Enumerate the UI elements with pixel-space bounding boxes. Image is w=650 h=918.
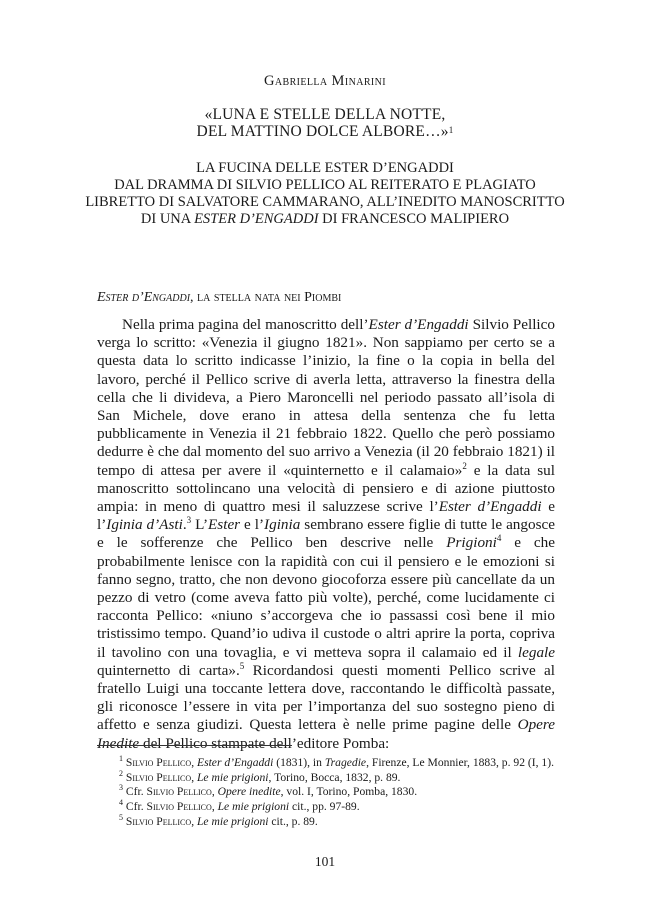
title-line-1: «LUNA E STELLE DELLA NOTTE, xyxy=(204,106,446,123)
footnote-number: 1 xyxy=(119,754,123,764)
footnote-ref-4[interactable]: 4 xyxy=(496,533,502,544)
body-italic-run: Ester d’Engaddi xyxy=(368,316,469,333)
body-italic-run: Opere Inedite xyxy=(97,716,555,752)
footnote-ref-1[interactable]: 1 xyxy=(448,125,454,135)
footnote-text: , Torino, Bocca, 1832, p. 89. xyxy=(268,770,401,784)
footnote-title: Le mie prigioni xyxy=(196,814,269,828)
footnote-text: , xyxy=(211,800,218,814)
subtitle-line-4-pre: DI UNA xyxy=(140,211,195,227)
footnote-author: Silvio Pellico xyxy=(125,756,192,769)
footnote-title: Le mie prigioni xyxy=(196,770,269,784)
footnote-text: , xyxy=(191,814,197,828)
footnote-number: 3 xyxy=(119,783,123,793)
footnotes xyxy=(97,756,555,830)
footnote-text: (1831), in xyxy=(273,756,325,769)
body-italic-run: Iginia d’Asti xyxy=(106,516,183,534)
body-text-run: del Pellico stampate dell’editore Pomba: xyxy=(139,734,390,752)
subtitle-line-2: DAL DRAMMA DI SILVIO PELLICO AL REITERATO E PLAGIATO xyxy=(114,177,536,193)
footnote-text: , vol. I, Torino, Pomba, 1830. xyxy=(280,785,418,799)
footnote-text: , xyxy=(211,785,218,799)
body-paragraph xyxy=(97,316,555,753)
footnote-ref-5[interactable]: 5 xyxy=(239,660,245,671)
body-italic-run: Ester xyxy=(208,516,241,534)
body-text-run: e l’ xyxy=(240,516,265,534)
title-line-2-text: DEL MATTINO DOLCE ALBORE…» xyxy=(196,123,449,140)
footnote-ref-2[interactable]: 2 xyxy=(462,460,467,471)
body-italic-run: Ester d’Engaddi xyxy=(438,498,542,516)
footnote-5 xyxy=(97,812,555,830)
body-text-run: e che probabilmente lenisce con la rapidità con cui il pensiero e le emozioni si fanno segno, tratto, che non devono giocoforza essere più cancellate da un pezzo di vetro (come aveva fatto più volte), perché, come lucidamente ci racconta Pellico: «niuno s’accorgeva che io passassi così bene il mio tristissimo tempo. Quand’io udiva il custode o altri aprire la porta, copriva il tavolino con una tovaglia, e vi metteva sopra il calamaio ed il xyxy=(97,534,555,661)
footnote-text: cit., pp. 97-89. xyxy=(289,800,360,814)
subtitle-line-1: LA FUCINA DELLE ESTER D’ENGADDI xyxy=(196,160,454,176)
section-heading xyxy=(97,290,341,306)
footnote-text: Cfr. xyxy=(125,800,147,814)
subtitle-line-4-post: DI FRANCESCO MALIPIERO xyxy=(318,211,510,227)
body-text-run: . xyxy=(182,516,187,534)
article-title xyxy=(0,106,650,140)
footnote-text: Cfr. xyxy=(125,785,147,799)
body-text-run: e l’ xyxy=(97,498,555,534)
footnote-title: Le mie prigioni xyxy=(217,800,290,814)
footnote-author: Silvio Pellico xyxy=(125,814,192,828)
body-italic-run: legale xyxy=(517,643,555,661)
footnote-separator xyxy=(97,745,292,746)
footnote-author: Silvio Pellico xyxy=(146,800,212,814)
body-text-run: Ricordandosi questi momenti Pellico scrive al fratello Luigi una toccante lettera dove, raccontando le difficoltà passate, gli riconosce l’essere in vita per l’importanza del suo sostegno pieno di affetto e senza giudizi. Questa lettera è nelle prime pagine delle xyxy=(97,661,555,734)
article-subtitle xyxy=(0,160,650,228)
page-number: 101 xyxy=(314,854,336,869)
footnote-text: , xyxy=(191,756,197,769)
footnote-4 xyxy=(97,800,555,815)
footnote-title: Opere inedite xyxy=(217,785,281,799)
footnote-3 xyxy=(97,785,555,800)
body-italic-run: Iginia xyxy=(264,516,301,534)
title-line-2 xyxy=(0,123,650,140)
footnote-number: 2 xyxy=(119,768,123,778)
footnote-author: Silvio Pellico xyxy=(146,785,212,799)
body-text-run: sembrano essere figlie di tutte le angosce e le sofferenze che Pellico ben descrive nelle xyxy=(97,516,555,552)
footnote-1 xyxy=(97,756,555,771)
subtitle-line-4-italic: ESTER D’ENGADDI xyxy=(194,211,319,227)
author-name: Gabriella Minarini xyxy=(264,73,386,89)
footnote-title: Tragedie xyxy=(324,756,367,769)
body-text xyxy=(97,316,555,753)
footnote-title: Ester d’Engaddi xyxy=(196,756,274,769)
body-text-run: Nella prima pagina del manoscritto dell’ xyxy=(122,316,369,333)
section-heading-rest: , la stella nata nei Piombi xyxy=(190,290,342,305)
footnote-author: Silvio Pellico xyxy=(125,770,192,784)
body-text-run: quinternetto di carta». xyxy=(97,661,240,679)
footnote-ref-3[interactable]: 3 xyxy=(186,515,192,526)
body-text-run: L’ xyxy=(191,516,209,534)
footnote-number: 4 xyxy=(119,798,123,808)
footnote-text: , Firenze, Le Monnier, 1883, p. 92 (I, 1). xyxy=(366,756,554,769)
section-heading-italic: Ester d’Engaddi xyxy=(97,290,191,305)
footnote-text: , xyxy=(191,770,197,784)
subtitle-line-3: LIBRETTO DI SALVATORE CAMMARANO, ALL’INEDITO MANOSCRITTO xyxy=(85,194,565,210)
body-text-run: Silvio Pellico verga lo scritto: «Venezia il giugno 1821». Non sappiamo per certo se a questa data lo scritto indicasse l’inizio, la fine o la copia in bella del lavoro, perché il Pellico scrive di averla letta, attraverso la finestra della cella che li divideva, a Piero Maroncelli nel periodo passato all’isola di San Michele, dove erano in attesa della sentenza che fu letta pubblicamente in Venezia il 21 febbraio 1822. Quello che però possiamo dedurre è che dal momento del suo arrivo a Venezia (il 20 febbraio 1821) il tempo di attesa per avere il «quinternetto e il calamaio» xyxy=(97,316,555,479)
body-text-run: e la data sul manoscritto sottolincano una velocità di pensiero e di azione piuttosto ampia: in meno di quattro mesi il saluzzese scrive l’ xyxy=(97,461,555,516)
footnote-text: cit., p. 89. xyxy=(268,814,318,828)
subtitle-line-4 xyxy=(0,211,650,228)
footnote-number: 5 xyxy=(119,812,123,822)
footnote-2 xyxy=(97,768,555,786)
body-italic-run: Prigioni xyxy=(446,534,497,552)
